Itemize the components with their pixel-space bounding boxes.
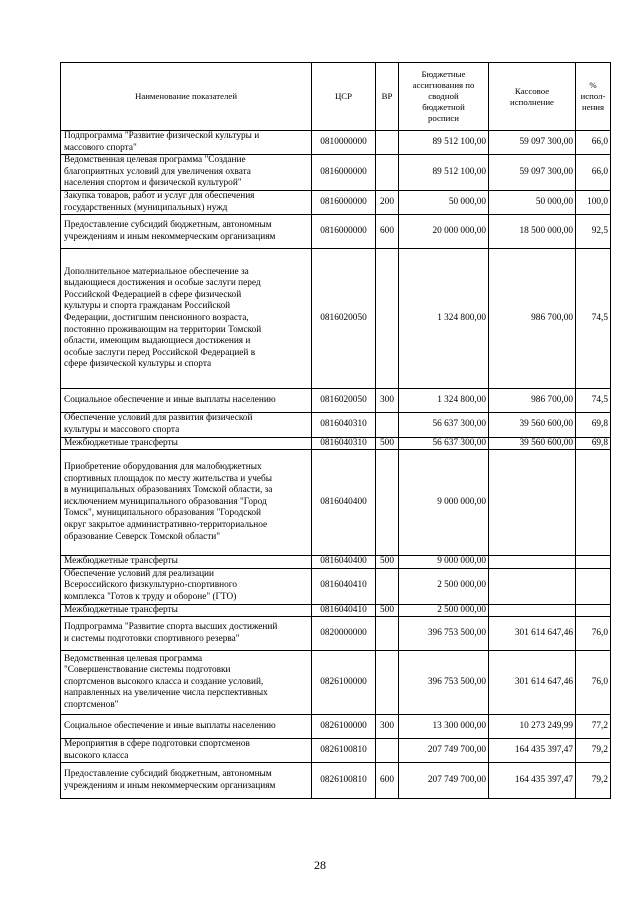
table-row <box>61 191 611 215</box>
header-name: Наименование показателей <box>61 63 312 131</box>
row-csr: 0816040400 <box>312 556 376 569</box>
row-cash <box>489 568 576 604</box>
row-csr: 0820000000 <box>312 617 376 651</box>
row-cash: 301 614 647,46 <box>489 617 576 651</box>
row-vr <box>376 131 399 155</box>
table-header-row <box>61 63 611 131</box>
row-csr: 0816020050 <box>312 249 376 389</box>
row-percent: 66,0 <box>576 131 611 155</box>
row-csr: 0816000000 <box>312 155 376 191</box>
row-budget: 207 749 700,00 <box>399 763 489 799</box>
row-name: Подпрограмма "Развитие спорта высших достижений и системы подготовки спортивного резерва" <box>61 617 312 651</box>
row-percent: 100,0 <box>576 191 611 215</box>
row-percent: 92,5 <box>576 215 611 249</box>
row-csr: 0816040400 <box>312 450 376 556</box>
row-cash: 164 435 397,47 <box>489 739 576 763</box>
row-vr <box>376 651 399 715</box>
table-body <box>61 131 611 799</box>
row-budget: 2 500 000,00 <box>399 604 489 617</box>
row-vr: 300 <box>376 389 399 413</box>
table-row <box>61 155 611 191</box>
row-csr: 0816040310 <box>312 437 376 450</box>
row-name: Ведомственная целевая программа "Совершенствование системы подготовки спортсменов высокого класса и создание условий, направленных на увеличение числа перспективных спортсменов" <box>61 651 312 715</box>
row-csr: 0816020050 <box>312 389 376 413</box>
row-budget: 89 512 100,00 <box>399 131 489 155</box>
row-name: Обеспечение условий для реализации Всероссийского физкультурно-спортивного комплекса "Готов к труду и обороне" (ГТО) <box>61 568 312 604</box>
row-vr: 600 <box>376 215 399 249</box>
row-budget: 89 512 100,00 <box>399 155 489 191</box>
row-percent: 74,5 <box>576 389 611 413</box>
row-percent <box>576 450 611 556</box>
row-budget: 20 000 000,00 <box>399 215 489 249</box>
row-budget: 9 000 000,00 <box>399 450 489 556</box>
row-cash: 301 614 647,46 <box>489 651 576 715</box>
table-row <box>61 763 611 799</box>
row-cash: 986 700,00 <box>489 389 576 413</box>
row-name: Дополнительное материальное обеспечение за выдающиеся достижения и особые заслуги перед Российской Федерацией в сфере физической культуры и спорта гражданам Российской Федерации, достигшим пенсионного возраста, постоянно проживающим на территории Томской области, имеющим выдающиеся достижения и особые заслуги перед Российской Федерацией в сфере физической культуры и спорта <box>61 249 312 389</box>
row-csr: 0816040310 <box>312 413 376 437</box>
row-cash: 39 560 600,00 <box>489 413 576 437</box>
table-row <box>61 617 611 651</box>
table-row <box>61 215 611 249</box>
row-cash: 50 000,00 <box>489 191 576 215</box>
row-csr: 0810000000 <box>312 131 376 155</box>
row-percent: 76,0 <box>576 651 611 715</box>
row-cash: 39 560 600,00 <box>489 437 576 450</box>
row-vr <box>376 413 399 437</box>
row-budget: 56 637 300,00 <box>399 437 489 450</box>
row-percent: 69,8 <box>576 437 611 450</box>
row-name: Мероприятия в сфере подготовки спортсменов высокого класса <box>61 739 312 763</box>
header-csr: ЦСР <box>312 63 376 131</box>
row-csr: 0826100810 <box>312 763 376 799</box>
row-percent: 79,2 <box>576 739 611 763</box>
row-name: Ведомственная целевая программа "Создание благоприятных условий для увеличения охвата населения спортом и физической культурой" <box>61 155 312 191</box>
row-budget: 50 000,00 <box>399 191 489 215</box>
table-row <box>61 249 611 389</box>
table-row <box>61 715 611 739</box>
table-row <box>61 437 611 450</box>
row-name: Социальное обеспечение и иные выплаты населению <box>61 715 312 739</box>
row-csr: 0816000000 <box>312 215 376 249</box>
row-cash: 10 273 249,99 <box>489 715 576 739</box>
row-cash <box>489 450 576 556</box>
row-cash: 59 097 300,00 <box>489 131 576 155</box>
row-csr: 0816040410 <box>312 568 376 604</box>
row-name: Социальное обеспечение и иные выплаты населению <box>61 389 312 413</box>
row-percent <box>576 568 611 604</box>
row-vr <box>376 568 399 604</box>
row-name: Подпрограмма "Развитие физической культуры и массового спорта" <box>61 131 312 155</box>
header-vr: ВР <box>376 63 399 131</box>
row-name: Приобретение оборудования для малобюджетных спортивных площадок по месту жительства и учебы в муниципальных образованиях Томской области, за исключением муниципального образования "Город Томск", муниципального образования "Городской округ закрытое административно-территориальное образование Северск Томской области" <box>61 450 312 556</box>
row-name: Предоставление субсидий бюджетным, автономным учреждениям и иным некоммерческим организациям <box>61 215 312 249</box>
row-percent <box>576 556 611 569</box>
row-name: Обеспечение условий для развития физической культуры и массового спорта <box>61 413 312 437</box>
table-row <box>61 651 611 715</box>
row-percent: 76,0 <box>576 617 611 651</box>
row-percent: 79,2 <box>576 763 611 799</box>
row-vr <box>376 249 399 389</box>
row-percent: 69,8 <box>576 413 611 437</box>
row-vr <box>376 617 399 651</box>
row-name: Межбюджетные трансферты <box>61 604 312 617</box>
table-row <box>61 131 611 155</box>
row-percent: 74,5 <box>576 249 611 389</box>
table-row <box>61 739 611 763</box>
row-budget: 396 753 500,00 <box>399 651 489 715</box>
header-cash: Кассовое исполнение <box>489 63 576 131</box>
row-budget: 1 324 800,00 <box>399 389 489 413</box>
row-budget: 1 324 800,00 <box>399 249 489 389</box>
row-cash: 59 097 300,00 <box>489 155 576 191</box>
row-vr: 600 <box>376 763 399 799</box>
table-row <box>61 389 611 413</box>
row-vr: 500 <box>376 437 399 450</box>
row-percent: 66,0 <box>576 155 611 191</box>
row-name: Межбюджетные трансферты <box>61 437 312 450</box>
row-percent: 77,2 <box>576 715 611 739</box>
row-percent <box>576 604 611 617</box>
row-cash: 18 500 000,00 <box>489 215 576 249</box>
row-csr: 0816040410 <box>312 604 376 617</box>
row-vr: 200 <box>376 191 399 215</box>
row-vr <box>376 155 399 191</box>
row-name: Межбюджетные трансферты <box>61 556 312 569</box>
row-cash <box>489 604 576 617</box>
row-csr: 0826100000 <box>312 651 376 715</box>
row-vr: 500 <box>376 604 399 617</box>
row-csr: 0826100000 <box>312 715 376 739</box>
table-row <box>61 450 611 556</box>
table-row <box>61 568 611 604</box>
table-row <box>61 413 611 437</box>
header-budget: Бюджетные ассигнования по сводной бюджетной росписи <box>399 63 489 131</box>
row-budget: 13 300 000,00 <box>399 715 489 739</box>
row-budget: 2 500 000,00 <box>399 568 489 604</box>
row-budget: 9 000 000,00 <box>399 556 489 569</box>
budget-execution-table <box>60 62 611 799</box>
table-row <box>61 556 611 569</box>
row-name: Предоставление субсидий бюджетным, автономным учреждениям и иным некоммерческим организациям <box>61 763 312 799</box>
row-cash <box>489 556 576 569</box>
row-cash: 164 435 397,47 <box>489 763 576 799</box>
budget-table-page <box>60 62 610 799</box>
page-number: 28 <box>314 858 326 872</box>
row-vr: 500 <box>376 556 399 569</box>
row-name: Закупка товаров, работ и услуг для обеспечения государственных (муниципальных) нужд <box>61 191 312 215</box>
row-budget: 207 749 700,00 <box>399 739 489 763</box>
row-vr: 300 <box>376 715 399 739</box>
row-budget: 396 753 500,00 <box>399 617 489 651</box>
row-vr <box>376 739 399 763</box>
row-csr: 0816000000 <box>312 191 376 215</box>
table-row <box>61 604 611 617</box>
row-cash: 986 700,00 <box>489 249 576 389</box>
header-percent: % испол- нения <box>576 63 611 131</box>
row-vr <box>376 450 399 556</box>
row-csr: 0826100810 <box>312 739 376 763</box>
row-budget: 56 637 300,00 <box>399 413 489 437</box>
